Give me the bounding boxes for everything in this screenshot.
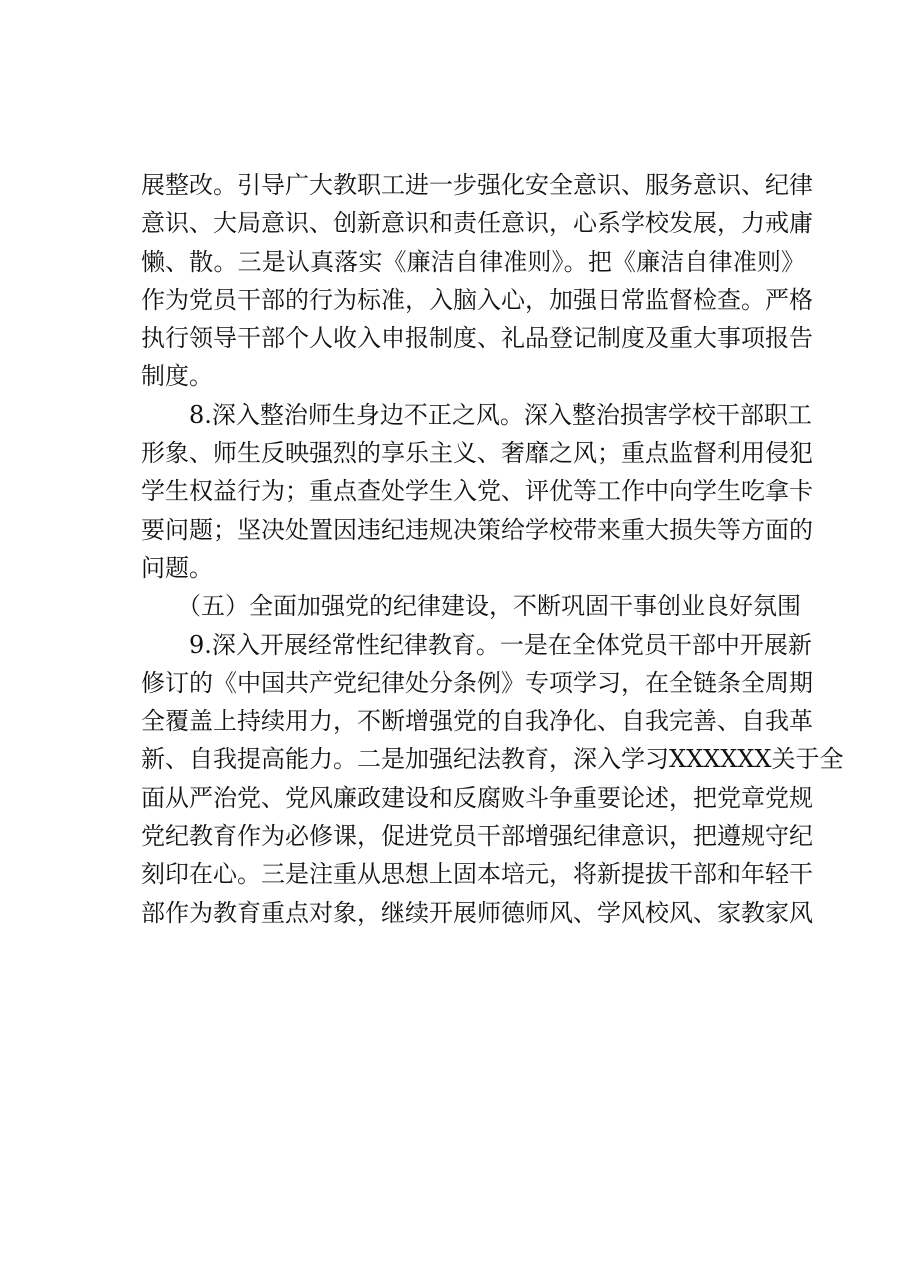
text-line: 9.深入开展经常性纪律教育。一是在全体党员干部中开展新 [141,630,812,659]
text-line: 新、自我提高能力。二是加强纪法教育，深入学习XXXXXX关于全 [141,745,844,774]
text-line: 面从严治党、党风廉政建设和反腐败斗争重要论述，把党章党规 [141,783,813,812]
text-line: 懒、散。三是认真落实《廉洁自律准则》。把《廉洁自律准则》 [141,247,805,276]
text-line: 学生权益行为；重点查处学生入党、评优等工作中向学生吃拿卡 [141,477,813,506]
text-line: 问题。 [141,553,213,582]
text-line: 形象、师生反映强烈的享乐主义、奢靡之风；重点监督利用侵犯 [141,439,813,468]
text-line: 展整改。引导广大教职工进一步强化安全意识、服务意识、纪律 [141,171,813,199]
text-line: 作为党员干部的行为标准，入脑入心，加强日常监督检查。严格 [141,285,813,314]
text-line: 执行领导干部个人收入申报制度、礼品登记制度及重大事项报告 [141,324,813,353]
text-line: 要问题；坚决处置因违纪违规决策给学校带来重大损失等方面的 [141,515,813,544]
section-heading: （五）全面加强党的纪律建设，不断巩固干事创业良好氛围 [141,592,801,621]
text-line: 8.深入整治师生身边不正之风。深入整治损害学校干部职工 [141,400,812,429]
text-line: 全覆盖上持续用力，不断增强党的自我净化、自我完善、自我革 [141,707,813,736]
text-line: 修订的《中国共产党纪律处分条例》专项学习，在全链条全周期 [141,668,813,697]
text-line: 党纪教育作为必修课，促进党员干部增强纪律意识，把遵规守纪 [141,822,813,851]
document-body [141,166,844,932]
text-line: 部作为教育重点对象，继续开展师德师风、学风校风、家教家风 [141,898,813,927]
text-line: 刻印在心。三是注重从思想上固本培元，将新提拔干部和年轻干 [141,860,813,889]
text-line: 意识、大局意识、创新意识和责任意识，心系学校发展，力戒庸 [141,209,813,238]
text-line: 制度。 [141,362,213,391]
